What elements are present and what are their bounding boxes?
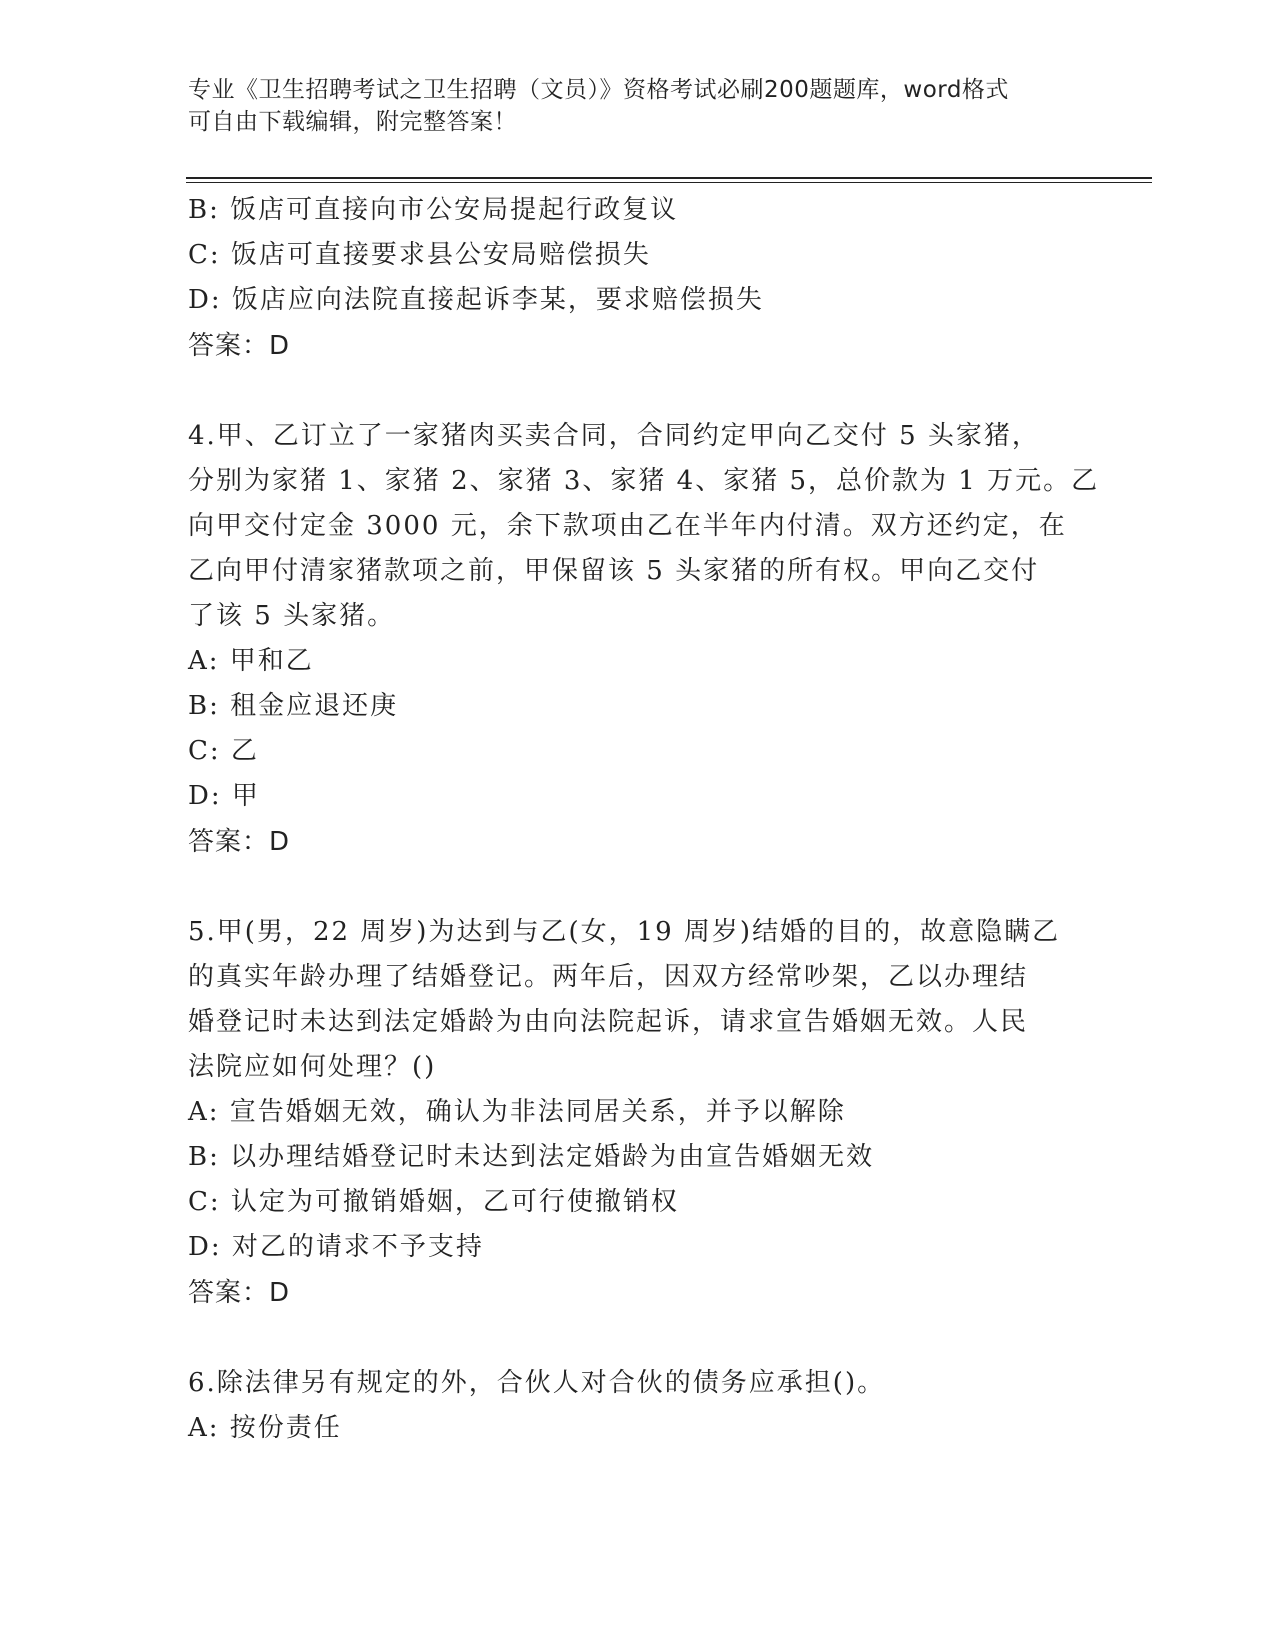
question-stem-line: 乙向甲付清家猪款项之前，甲保留该 5 头家猪的所有权。甲向乙交付 — [188, 556, 1040, 586]
question-spacer — [188, 865, 1088, 910]
question-5 — [188, 910, 1088, 1316]
question-6 — [188, 1361, 1088, 1451]
question-stem-line: 4.甲、乙订立了一家猪肉买卖合同，合同约定甲向乙交付 5 头家猪， — [188, 421, 1040, 451]
question-content — [188, 188, 1100, 1451]
question-spacer — [188, 369, 1088, 414]
option-d: D: 饭店应向法院直接起诉李某，要求赔偿损失 — [188, 285, 764, 315]
option-d: D: 甲 — [188, 781, 260, 811]
question-stem-line: 6.除法律另有规定的外，合伙人对合伙的债务应承担()。 — [188, 1368, 886, 1398]
option-c: C: 乙 — [188, 736, 259, 766]
question-stem-line: 向甲交付定金 3000 元，余下款项由乙在半年内付清。双方还约定，在 — [188, 511, 1067, 541]
option-c: C: 饭店可直接要求县公安局赔偿损失 — [188, 240, 651, 270]
page-header — [188, 74, 1068, 138]
option-a: A: 按份责任 — [188, 1413, 342, 1443]
option-b: B: 租金应退还庚 — [188, 691, 399, 721]
answer-line: 答案：D — [188, 331, 291, 361]
question-spacer — [188, 1316, 1088, 1361]
question-stem-line: 分别为家猪 1、家猪 2、家猪 3、家猪 4、家猪 5，总价款为 1 万元。乙 — [188, 466, 1100, 496]
option-c: C: 认定为可撤销婚姻，乙可行使撤销权 — [188, 1187, 679, 1217]
option-b: B: 饭店可直接向市公安局提起行政复议 — [188, 195, 679, 225]
option-a: A: 甲和乙 — [188, 646, 314, 676]
option-b: B: 以办理结婚登记时未达到法定婚龄为由宣告婚姻无效 — [188, 1142, 875, 1172]
question-stem-line: 婚登记时未达到法定婚龄为由向法院起诉，请求宣告婚姻无效。人民 — [188, 1007, 1029, 1037]
option-d: D: 对乙的请求不予支持 — [188, 1232, 484, 1262]
question-stem-line: 法院应如何处理？() — [188, 1052, 437, 1082]
question-3-tail — [188, 188, 1088, 369]
answer-line: 答案：D — [188, 827, 291, 857]
header-line-2: 可自由下载编辑，附完整答案！ — [188, 109, 517, 135]
header-divider-thick — [186, 177, 1152, 179]
question-4 — [188, 414, 1100, 865]
header-divider-thin — [186, 182, 1152, 183]
question-stem-line: 5.甲(男，22 周岁)为达到与乙(女，19 周岁)结婚的目的，故意隐瞒乙 — [188, 917, 1061, 947]
question-stem-line: 了该 5 头家猪。 — [188, 601, 396, 631]
option-a: A: 宣告婚姻无效，确认为非法同居关系，并予以解除 — [188, 1097, 846, 1127]
question-stem-line: 的真实年龄办理了结婚登记。两年后，因双方经常吵架，乙以办理结 — [188, 962, 1029, 992]
answer-line: 答案：D — [188, 1278, 291, 1308]
header-line-1: 专业《卫生招聘考试之卫生招聘（文员）》资格考试必刷200题题库，word格式 — [188, 77, 1009, 103]
